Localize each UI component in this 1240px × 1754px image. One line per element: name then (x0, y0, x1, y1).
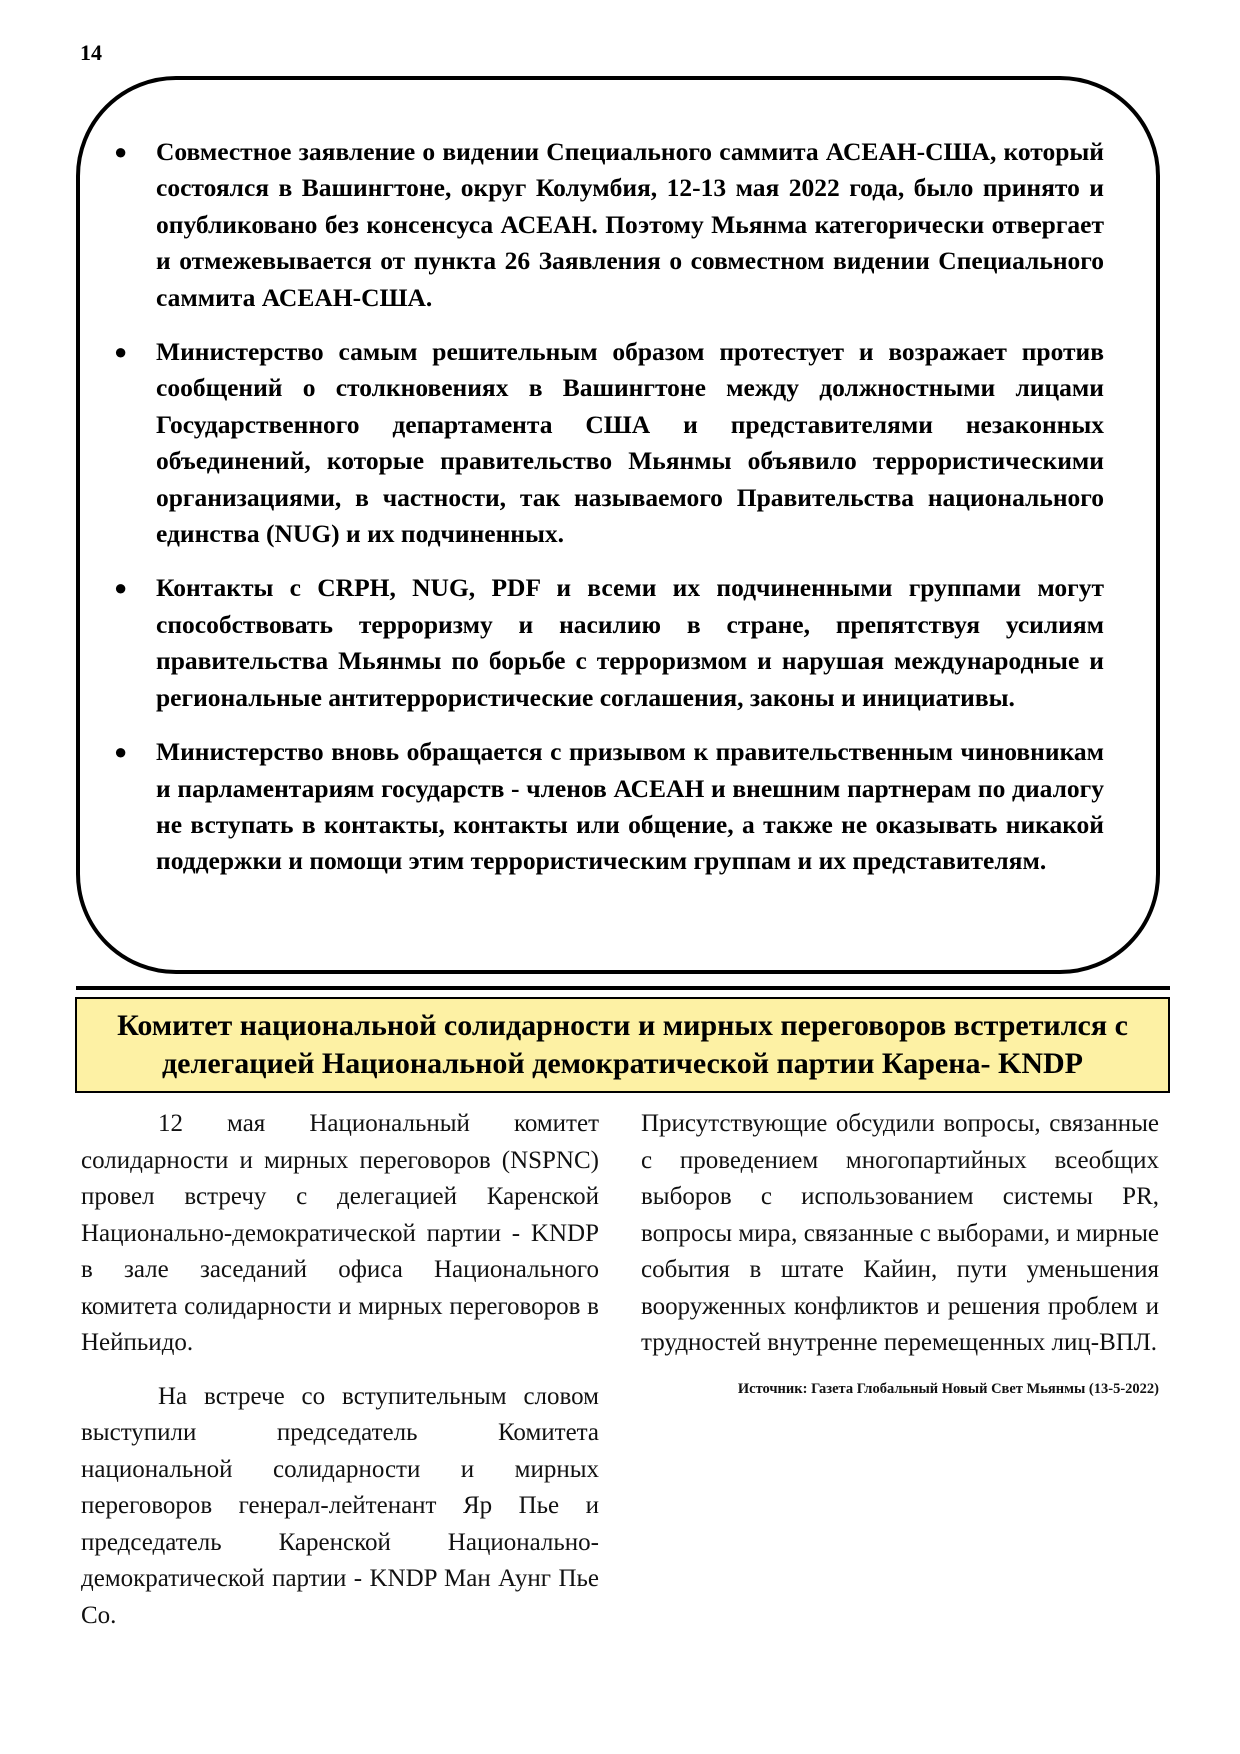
statement-bullet (114, 334, 1104, 552)
statement-bullet-text: Министерство вновь обращается с призывом к правительственным чиновникам и парламентариям государств - членов АСЕАН и внешним партнерам по диалогу не вступать в контакты, контакты или общение, а также не оказывать никакой поддержки и помощи этим террористическим группам и их представителям. (156, 737, 1104, 876)
article-left-column (81, 1106, 599, 1651)
statement-bullet-text: Контакты с CRPH, NUG, PDF и всеми их подчиненными группами могут способствовать терроризму и насилию в стране, препятствуя усилиям правительства Мьянмы по борьбе с терроризмом и нарушая международные и региональные антитеррористические соглашения, законы и инициативы. (156, 573, 1104, 712)
bullet-dot-icon: ● (114, 139, 128, 164)
statement-bullet-text: Совместное заявление о видении Специального саммита АСЕАН-США, который состоялся в Вашингтоне, округ Колумбия, 12-13 мая 2022 года, было принято и опубликовано без консенсуса АСЕАН. Поэтому Мьянма категорически отвергает и отмежевывается от пункта 26 Заявления о совместном видении Специального саммита АСЕАН-США. (156, 137, 1104, 312)
bullet-dot-icon: ● (114, 339, 128, 365)
article-source: Источник: Газета Глобальный Новый Свет Мьянмы (13-5-2022) (737, 1380, 1159, 1397)
statement-bullet (114, 734, 1104, 880)
statement-bullet (114, 570, 1104, 716)
article-paragraph: Присутствующие обсудили вопросы, связанные с проведением многопартийных всеобщих выборов с использованием системы PR, вопросы мира, связанные с выборами, и мирные события в штате Кайин, пути уменьшения вооруженных конфликтов и решения проблем и трудностей внутренне перемещенных лиц-ВПЛ. (641, 1110, 1159, 1356)
article-paragraph: 12 мая Национальный комитет солидарности и мирных переговоров (NSPNC) провел встречу с делегацией Каренской Национально-демократической партии - KNDP в зале заседаний офиса Национального комитета солидарности и мирных переговоров в Нейпьидо. (81, 1110, 599, 1356)
article-paragraph: На встрече со вступительным словом выступили председатель Комитета национальной солидарности и мирных переговоров генерал-лейтенант Яр Пье и председатель Каренской Национально-демократической партии - KNDP Ман Аунг Пье Со. (81, 1382, 599, 1629)
section-divider (76, 986, 1170, 990)
article-right-column (641, 1106, 1159, 1416)
bullet-dot-icon: ● (114, 575, 128, 601)
statement-box (76, 76, 1160, 974)
statement-bullet-text: Министерство самым решительным образом протестует и возражает против сообщений о столкновениях в Вашингтоне между должностными лицами Государственного департамента США и представителями незаконных объединений, которые правительство Мьянмы объявило террористическими организациями, в частности, так называемого Правительства национального единства (NUG) и их подчиненных. (156, 337, 1104, 549)
page-number: 14 (80, 40, 102, 65)
statement-bullet-list (114, 134, 1104, 880)
article-headline (75, 997, 1170, 1093)
statement-bullet (114, 134, 1104, 316)
article-headline-text: Комитет национальной солидарности и мирных переговоров встретился с делегацией Национальной демократической партии Карена- KNDP (117, 1009, 1128, 1080)
bullet-dot-icon: ● (114, 739, 128, 765)
